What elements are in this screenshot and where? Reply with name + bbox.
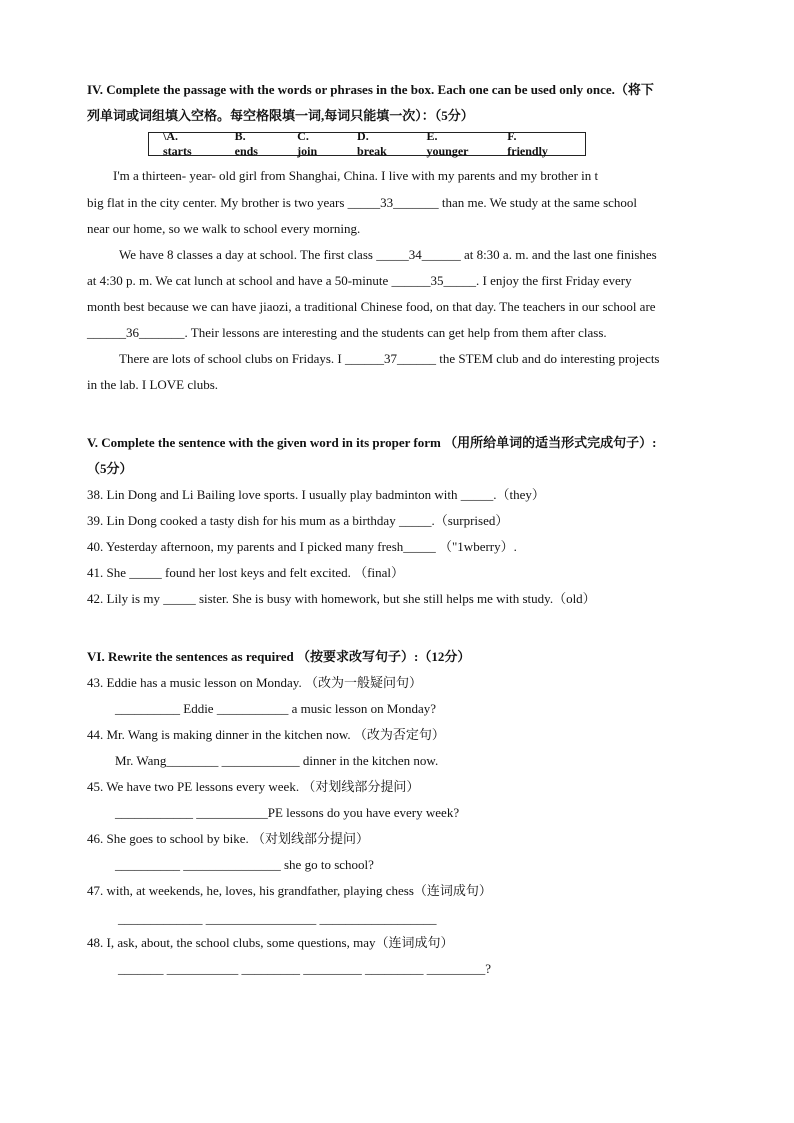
section5-header-line2: （5分） xyxy=(87,461,133,476)
question-47: 47. with, at weekends, he, loves, his grandfather, playing chess（连词成句） xyxy=(87,883,492,898)
question-44: 44. Mr. Wang is making dinner in the kitchen now. （改为否定句） xyxy=(87,727,445,742)
answer-47: _____________ _________________ __________________ xyxy=(118,911,437,926)
question-46: 46. She goes to school by bike. （对划线部分提问） xyxy=(87,831,370,846)
question-43: 43. Eddie has a music lesson on Monday. （改为一般疑问句） xyxy=(87,675,422,690)
answer-46: __________ _______________ she go to school? xyxy=(115,857,374,872)
option-f: F. friendly xyxy=(507,129,548,158)
section6-header: VI. Rewrite the sentences as required （按要求改写句子）:（12分） xyxy=(87,649,471,664)
word-box xyxy=(148,129,586,158)
question-45: 45. We have two PE lessons every week. （对划线部分提问） xyxy=(87,779,420,794)
passage-line-4: We have 8 classes a day at school. The first class _____34______ at 8:30 a. m. and the last one finishes xyxy=(119,247,657,262)
question-39: 39. Lin Dong cooked a tasty dish for his mum as a birthday _____.（surprised） xyxy=(87,513,509,528)
passage-line-2: big flat in the city center. My brother is two years _____33_______ than me. We study at the same school xyxy=(87,195,638,210)
passage-line-3: near our home, so we walk to school every morning. xyxy=(87,221,361,236)
answer-45: ____________ ___________PE lessons do you have every week? xyxy=(115,805,460,820)
answer-48: _______ ___________ _________ _________ _________ _________? xyxy=(118,961,492,976)
option-e: E. younger xyxy=(426,129,469,158)
passage-line-6: month best because we can have jiaozi, a traditional Chinese food, on that day. The teachers in our school are xyxy=(87,299,656,314)
passage-line-9: in the lab. I LOVE clubs. xyxy=(87,377,219,392)
question-41: 41. She _____ found her lost keys and felt excited. （final） xyxy=(87,565,404,580)
option-d: D. break xyxy=(357,129,387,158)
passage-line-1: I'm a thirteen- year- old girl from Shanghai, China. I live with my parents and my brother in t xyxy=(113,168,599,183)
section5-header-line1: V. Complete the sentence with the given word in its proper form （用所给单词的适当形式完成句子）: xyxy=(87,435,657,450)
question-38: 38. Lin Dong and Li Bailing love sports. I usually play badminton with _____.（they） xyxy=(87,487,545,502)
section4-header-line1: IV. Complete the passage with the words or phrases in the box. Each one can be used only once.（将下 xyxy=(87,82,654,97)
option-a: \A. starts xyxy=(163,129,192,158)
answer-43: __________ Eddie ___________ a music lesson on Monday? xyxy=(115,701,436,716)
question-42: 42. Lily is my _____ sister. She is busy with homework, but she still helps me with study.（old） xyxy=(87,591,596,606)
section4-header-line2: 列单词或词组填入空格。每空格限填一词,每词只能填一次）：（5分） xyxy=(87,108,474,123)
question-40: 40. Yesterday afternoon, my parents and I picked many fresh_____ （"1wberry）. xyxy=(87,539,517,554)
option-b: B. ends xyxy=(234,129,258,158)
passage-line-5: at 4:30 p. m. We cat lunch at school and have a 50-minute ______35_____. I enjoy the first Friday every xyxy=(87,273,632,288)
passage-line-8: There are lots of school clubs on Fridays. I ______37______ the STEM club and do interesting projects xyxy=(119,351,660,366)
passage-line-7: ______36_______. Their lessons are interesting and the students can get help from them after class. xyxy=(87,325,607,340)
answer-44: Mr. Wang________ ____________ dinner in the kitchen now. xyxy=(115,753,439,768)
option-c: C. join xyxy=(297,129,318,158)
question-48: 48. I, ask, about, the school clubs, some questions, may（连词成句） xyxy=(87,935,454,950)
